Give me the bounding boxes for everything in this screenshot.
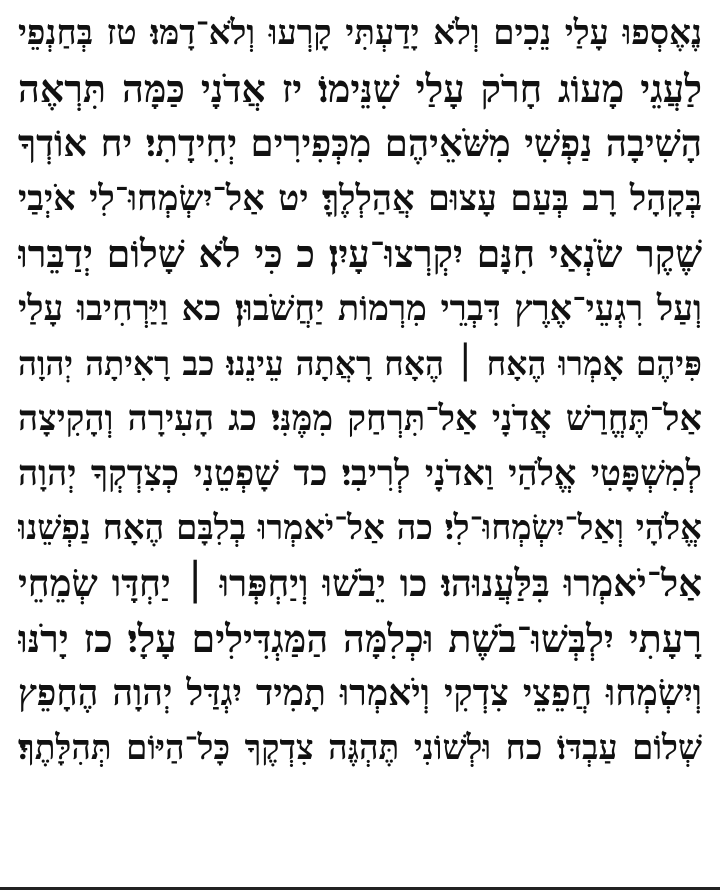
text-line-12: רָעָתִי יִלְבְּשׁוּ־בֹשֶׁת וּכְלִמָּה הַמַּגְדִּילִים עָלָי׃ כז יָרֹנּוּ: [18, 616, 702, 661]
text-line-6: וְעַל רִגְעֵי־אֶרֶץ דִּבְרֵי מִרְמוֹת יַחֲשֹׁבוּן׃ כא וַיַּרְחִיבוּ עָלַי: [18, 288, 702, 329]
text-line-11: אַל־יֹאמְרוּ בִּלַּעֲנוּהוּ׃ כו יֵבֹשׁוּ וְיַחְפְּרוּ ׀ יַחְדָּו שְׂמֵחֵי: [18, 561, 702, 605]
text-line-2: לַעֲגֵי מָעוֹג חָרֹק עָלַי שִׁנֵּימוֹ׃ יז אֲדֹנָי כַּמָּה תִּרְאֶה: [18, 66, 702, 111]
text-line-8: אַל־תֶּחֱרַשׁ אֲדֹנָי אַל־תִּרְחַק מִמֶּנִּי׃ כג הָעִירָה וְהָקִיצָה: [18, 398, 702, 439]
text-line-7: פִּיהֶם אָמְרוּ הֶאָח ׀ הֶאָח רָאֲתָה עֵינֵנוּ׃ כב רָאִיתָה יְהוָה: [18, 344, 702, 383]
text-line-14: שְׁלוֹם עַבְדּוֹ׃ כח וּלְשׁוֹנִי תֶּהְגֶּה צִדְקֶךָ כָּל־הַיּוֹם תְּהִלָּתֶךָ׃: [18, 728, 702, 768]
bottom-rule: [0, 887, 720, 890]
text-line-5: שֶׁקֶר שֹׂנְאַי חִנָּם יִקְרְצוּ־עָיִן׃ כ כִּי לֹא שָׁלוֹם יְדַבֵּרוּ: [18, 231, 702, 276]
text-line-13: וְיִשְׂמְחוּ חֲפֵצֵי צִדְקִי וְיֹאמְרוּ תָמִיד יִגְדַּל יְהוָה הֶחָפֵץ: [18, 672, 702, 714]
text-line-1: נֶאֶסְפוּ עָלַי נֵכִים וְלֹא יָדַעְתִּי קָרְעוּ וְלֹא־דָמּוּ׃ טז בְּחַנְפֵי: [18, 13, 702, 53]
text-line-4: בְּקָהָל רָב בְּעַם עָצוּם אֲהַלְלֶךָּ׃ יט אַל־יִשְׂמְחוּ־לִי אֹיְבַי: [18, 178, 702, 219]
text-line-9: לְמִשְׁפָּטִי אֱלֹהַי וַאדֹנָי לְרִיבִי׃ כד שָׁפְטֵנִי כְצִדְקְךָ יְהוָה: [18, 453, 702, 494]
text-line-10: אֱלֹהָי וְאַל־יִשְׂמְחוּ־לִי׃ כה אַל־יֹאמְרוּ בְלִבָּם הֶאָח נַפְשֵׁנוּ: [18, 508, 702, 548]
text-line-3: הָשִׁיבָה נַפְשִׁי מִשֹּׁאֵיהֶם מִכְּפִירִים יְחִידָתִי׃ יח אוֹדְךָ: [18, 121, 702, 165]
